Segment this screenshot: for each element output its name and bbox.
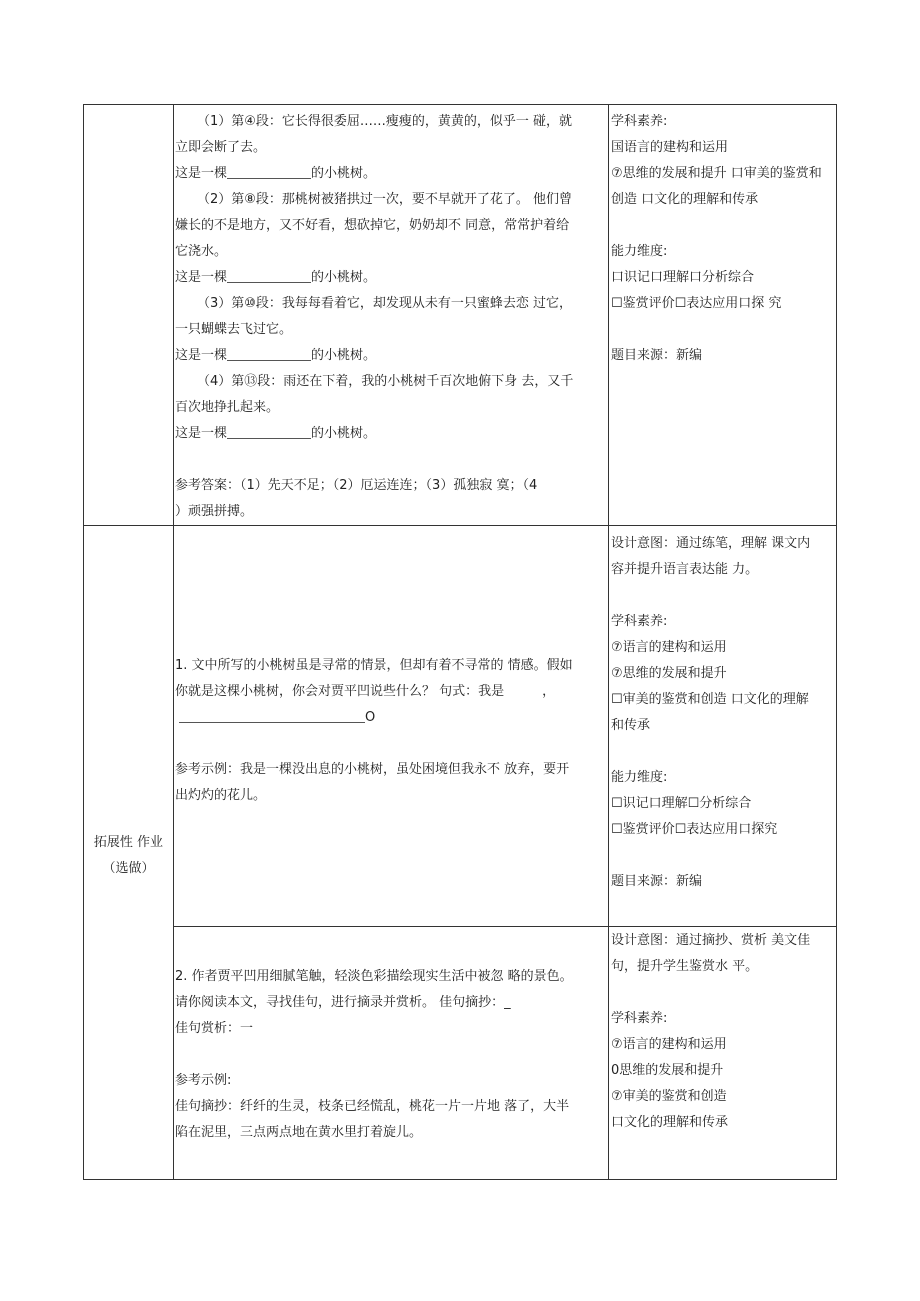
row2-notes-cell	[611, 531, 835, 895]
question-1-text-cont: 立即会断了去。	[175, 140, 267, 155]
question-3-text-cont: 一只蝴蝶去飞过它。	[175, 322, 293, 337]
answer-blank-4[interactable]	[227, 424, 311, 439]
ability-item: 口识记口理解口分析综合	[611, 270, 755, 285]
literacy-item: ☐审美的鉴赏和创造 口文化的理解	[611, 692, 809, 707]
literacy-item: 和传承	[611, 718, 651, 733]
answer-line-1: 这是一棵 的小桃树。	[175, 166, 377, 181]
row1-notes-cell	[611, 109, 835, 369]
table-border-bottom	[83, 1179, 837, 1180]
category-label-line1: 拓展性 作业	[93, 835, 164, 850]
question-4-text: （4）第⑬段：雨还在下着，我的小桃树千百次地俯下身 去，又千	[197, 374, 574, 389]
literacy-item: 口文化的理解和传承	[611, 1115, 729, 1130]
assignment-table	[83, 104, 837, 1180]
row1-content-cell	[175, 109, 605, 525]
literacy-title: 学科素养:	[611, 114, 668, 129]
question-text-end: 佳句赏析：一	[175, 1021, 254, 1036]
reference-example-cont: 陷在泥里，三点两点地在黄水里打着旋儿。	[175, 1125, 423, 1140]
answer-line-4: 这是一棵 的小桃树。	[175, 426, 377, 441]
question-source: 题目来源：新编	[611, 348, 703, 363]
ability-title: 能力维度:	[611, 770, 668, 785]
answer-line: O	[175, 705, 605, 731]
answer-blank-1[interactable]	[227, 164, 311, 179]
reference-answer-cont: ）顽强拼搏。	[175, 504, 254, 519]
question-2-text: （2）第⑧段：那桃树被猪拱过一次，要不早就开了花了。 他们曾	[197, 192, 573, 207]
question-2-text-cont: 嫌长的不是地方，又不好看，想砍掉它，奶奶却不 同意，常常护着给	[175, 218, 570, 233]
table-border-left	[83, 104, 84, 1180]
literacy-item: 0思维的发展和提升	[611, 1063, 724, 1078]
row-divider-1	[83, 525, 837, 526]
answer-blank-3[interactable]	[227, 346, 311, 361]
literacy-item: ⑦思维的发展和提升 口审美的鉴赏和	[611, 166, 822, 181]
ability-title: 能力维度:	[611, 244, 668, 259]
reference-title: 参考示例:	[175, 1073, 232, 1088]
row3-content-cell	[175, 964, 605, 1146]
question-text: 2. 作者贾平凹用细腻笔触，轻淡色彩描绘现实生活中被忽 略的景色。	[175, 969, 573, 984]
table-border-right	[836, 104, 837, 1180]
literacy-item: 国语言的建构和运用	[611, 140, 729, 155]
answer-line-2: 这是一棵 的小桃树。	[175, 270, 377, 285]
design-intent: 设计意图：通过练笔，理解 课文内	[611, 536, 811, 551]
literacy-item: ⑦审美的鉴赏和创造	[611, 1089, 727, 1104]
answer-blank-2[interactable]	[227, 268, 311, 283]
column-divider-2	[608, 104, 609, 1180]
reference-example: 佳句摘抄：纤纤的生灵，枝条已经慌乱，桃花一片一片地 落了，大半	[175, 1099, 570, 1114]
question-text-cont: 请你阅读本文，寻找佳句，进行摘录并赏析。 佳句摘抄：_	[175, 995, 511, 1010]
category-label-line2: （选做）	[102, 861, 155, 876]
column-divider-1	[173, 104, 174, 1180]
question-4-text-cont: 百次地挣扎起来。	[175, 400, 280, 415]
row3-notes-cell	[611, 928, 835, 1136]
reference-example-cont: 出灼灼的花儿。	[175, 788, 267, 803]
question-text: 1. 文中所写的小桃树虽是寻常的情景，但却有着不寻常的 情感。假如	[175, 658, 573, 673]
question-3-text: （3）第⑩段：我每每看着它，却发现从未有一只蜜蜂去恋 过它，	[197, 296, 573, 311]
literacy-item: 创造 口文化的理解和传承	[611, 192, 759, 207]
row-divider-2	[173, 926, 837, 927]
question-source: 题目来源：新编	[611, 874, 703, 889]
ability-item: ☐鉴赏评价☐表达应用口探 究	[611, 296, 782, 311]
literacy-item: ⑦语言的建构和运用	[611, 640, 727, 655]
reference-answer: 参考答案：（1）先天不足；（2）厄运连连；（3）孤独寂 寞；（4	[175, 478, 538, 493]
ability-item: ☐识记口理解☐分析综合	[611, 796, 752, 811]
question-text-cont: 你就是这棵小桃树，你会对贾平凹说些什么？ 句式：我是 ，	[175, 684, 556, 699]
table-border-top	[83, 104, 837, 105]
answer-line-3: 这是一棵 的小桃树。	[175, 348, 377, 363]
literacy-item: ⑦语言的建构和运用	[611, 1037, 727, 1052]
design-intent-cont: 句，提升学生鉴赏水 平。	[611, 959, 759, 974]
literacy-title: 学科素养:	[611, 614, 668, 629]
reference-example: 参考示例：我是一棵没出息的小桃树，虽处困境但我永不 放弃，要开	[175, 762, 570, 777]
question-2-text-end: 它浇水。	[175, 244, 228, 259]
literacy-title: 学科素养:	[611, 1011, 668, 1026]
design-intent: 设计意图：通过摘抄、赏析 美文佳	[611, 933, 811, 948]
ability-item: ☐鉴赏评价☐表达应用口探究	[611, 822, 778, 837]
answer-blank[interactable]	[179, 708, 365, 723]
row2-content-cell	[175, 653, 605, 809]
category-label	[84, 830, 173, 882]
question-1-text: （1）第④段：它长得很委屈……瘦瘦的，黄黄的，似乎一 碰，就	[197, 114, 573, 129]
literacy-item: ⑦思维的发展和提升	[611, 666, 727, 681]
design-intent-cont: 容并提升语言表达能 力。	[611, 562, 759, 577]
